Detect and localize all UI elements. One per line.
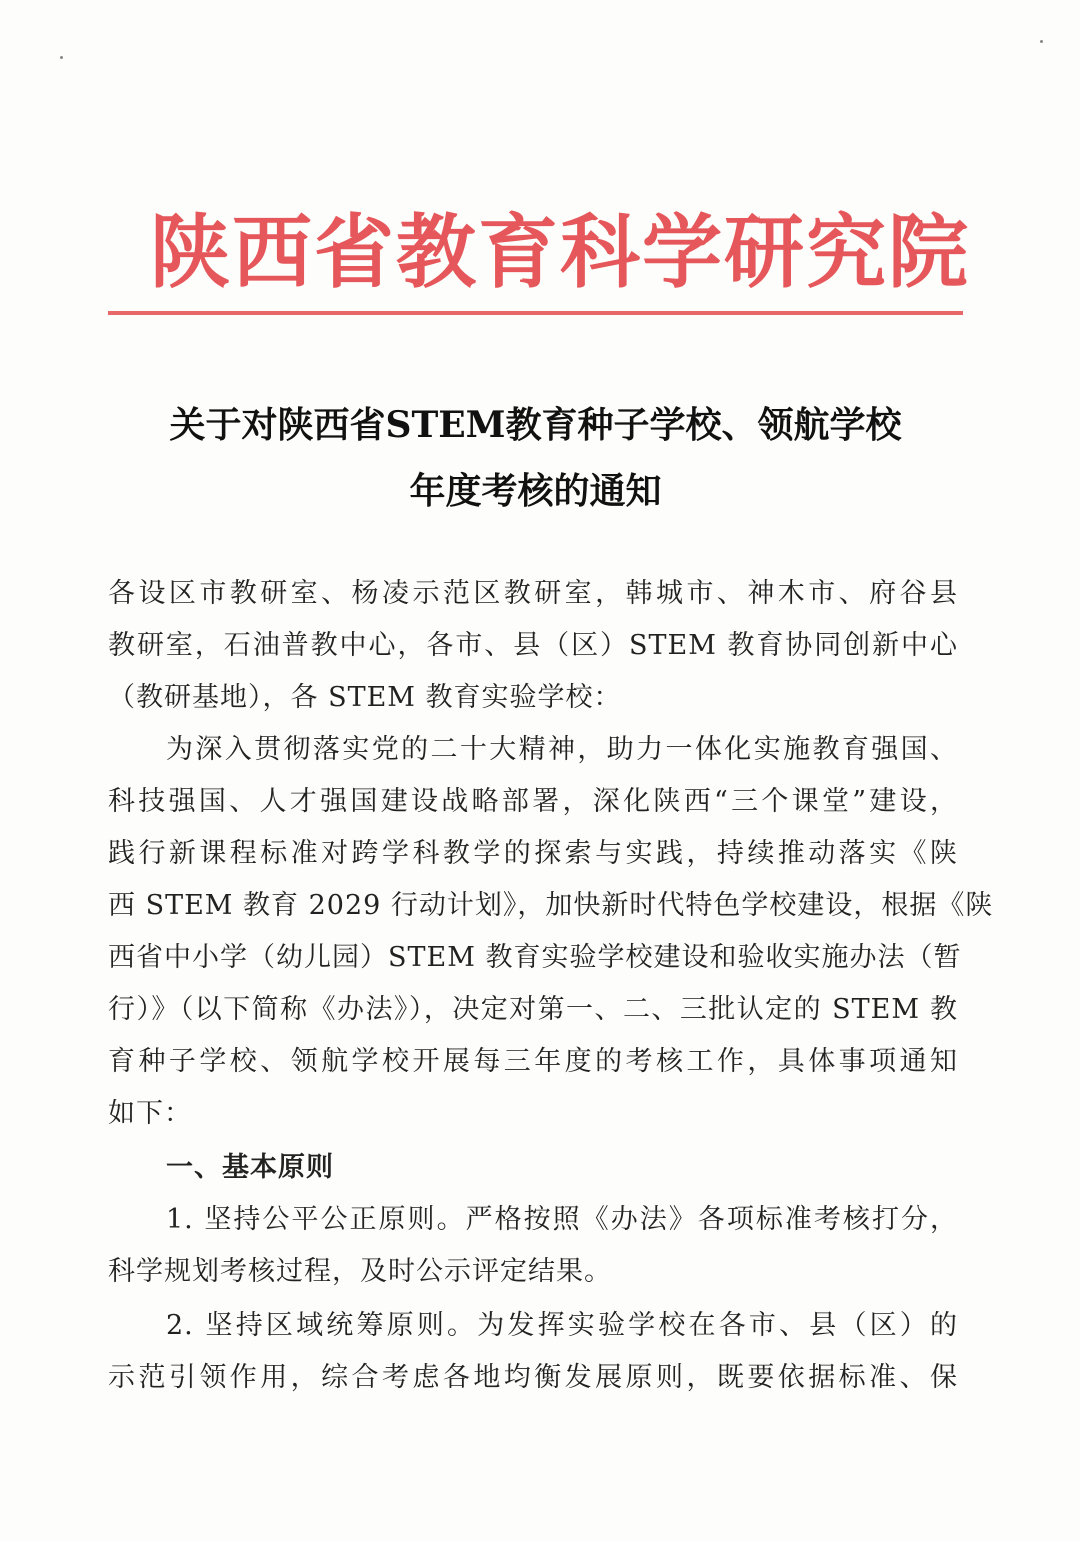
body-line-principle-2b: 示范引领作用，综合考虑各地均衡发展原则，既要依据标准、保: [108, 1362, 958, 1393]
scan-speck: [1040, 40, 1043, 43]
section-heading-basic-principles: 一、基本原则: [166, 1152, 334, 1183]
red-divider-line: [108, 311, 963, 315]
document-title-line-2: 年度考核的通知: [409, 470, 662, 512]
body-line-principle-2a: 2. 坚持区域统筹原则。为发挥实验学校在各市、县（区）的: [166, 1310, 958, 1341]
body-line-paragraph-5: 西省中小学（幼儿园）STEM 教育实验学校建设和验收实施办法（暂: [108, 942, 962, 973]
document-title-line-1: 关于对陕西省STEM教育种子学校、领航学校: [169, 404, 902, 446]
body-line-paragraph-7: 育种子学校、领航学校开展每三年度的考核工作，具体事项通知: [108, 1046, 958, 1077]
body-line-addressee-2: 教研室，石油普教中心，各市、县（区）STEM 教育协同创新中心: [108, 630, 958, 661]
body-line-principle-1b: 科学规划考核过程，及时公示评定结果。: [108, 1256, 612, 1287]
scan-speck: [60, 56, 63, 59]
body-line-paragraph-1: 为深入贯彻落实党的二十大精神，助力一体化实施教育强国、: [166, 734, 958, 765]
body-line-paragraph-6: 行）》（以下简称《办法》），决定对第一、二、三批认定的 STEM 教: [108, 994, 958, 1025]
body-line-principle-1a: 1. 坚持公平公正原则。严格按照《办法》各项标准考核打分，: [166, 1204, 958, 1235]
body-line-addressee-1: 各设区市教研室、杨凌示范区教研室，韩城市、神木市、府谷县: [108, 578, 958, 609]
organization-header: 陕西省教育科学研究院: [150, 206, 970, 299]
body-line-paragraph-2: 科技强国、人才强国建设战略部署，深化陕西“三个课堂”建设，: [108, 786, 958, 817]
body-line-addressee-3: （教研基地），各 STEM 教育实验学校：: [108, 682, 622, 713]
body-line-paragraph-4: 西 STEM 教育 2029 行动计划》，加快新时代特色学校建设，根据《陕: [108, 890, 994, 921]
body-line-paragraph-3: 践行新课程标准对跨学科教学的探索与实践，持续推动落实《陕: [108, 838, 958, 869]
body-line-paragraph-8: 如下：: [108, 1098, 192, 1129]
